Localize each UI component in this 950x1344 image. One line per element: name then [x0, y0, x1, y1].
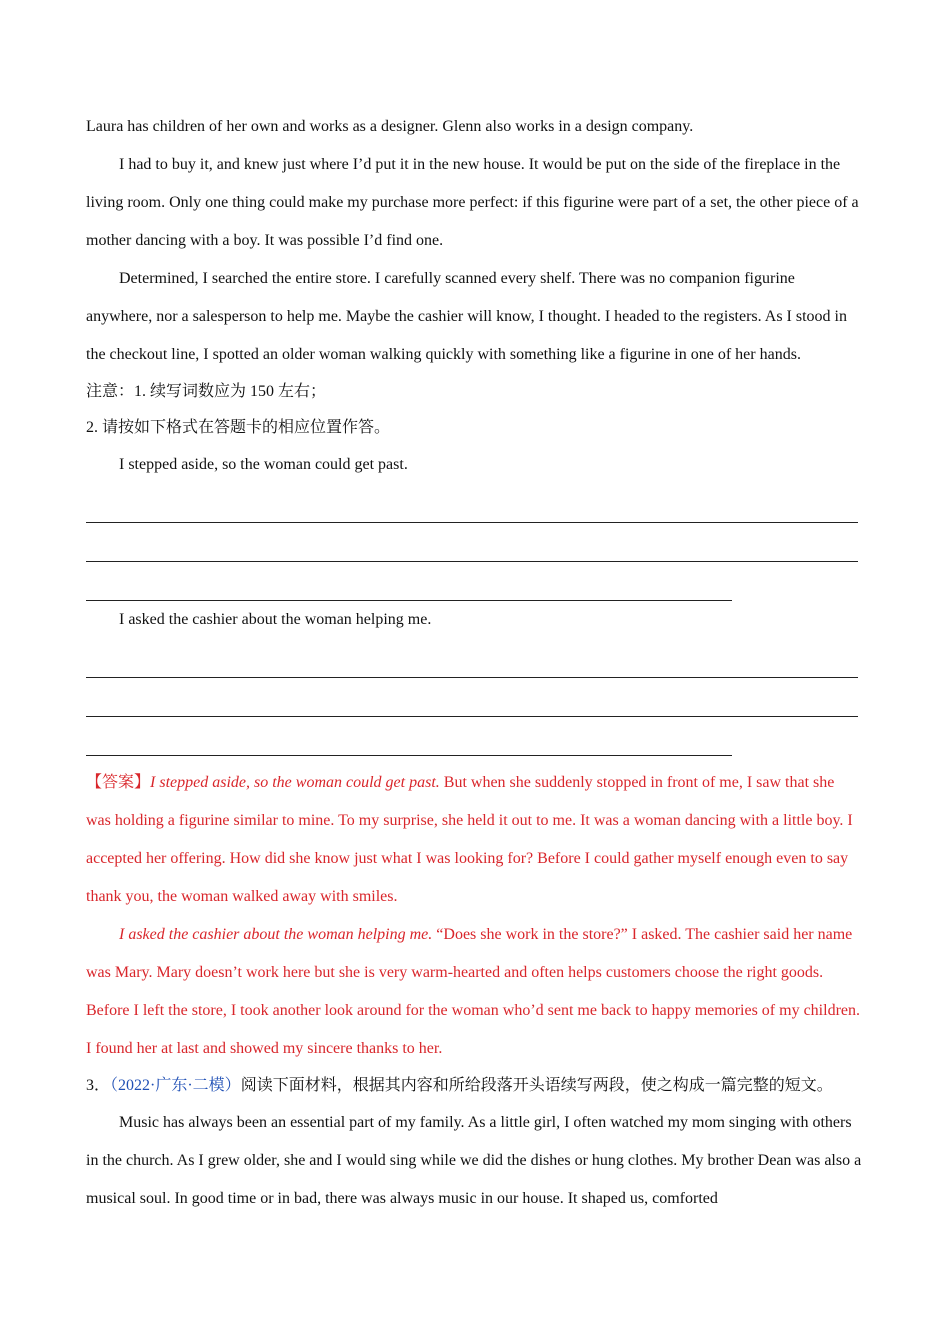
answer-opening-2: I asked the cashier about the woman helping me. [119, 926, 433, 943]
question-instruction: 阅读下面材料，根据其内容和所给段落开头语续写两段，使之构成一篇完整的短文。 [240, 1077, 833, 1094]
answer-opening-1: I stepped aside, so the woman could get past. [150, 774, 440, 791]
question-3-header [86, 1068, 862, 1104]
prompt-paragraph-1: I stepped aside, so the woman could get past. [119, 456, 408, 473]
note-format: 2. 请按如下格式在答题卡的相应位置作答。 [86, 419, 391, 436]
note-word-count: 注意：1. 续写词数应为 150 左右； [86, 383, 327, 400]
prompt-paragraph-2: I asked the cashier about the woman helping me. [119, 611, 432, 628]
question-source: （2022·广东·二模） [110, 1077, 241, 1094]
answer-line [86, 484, 858, 523]
intro-line: Laura has children of her own and works as a designer. Glenn also works in a design company. [86, 118, 694, 135]
answer-label: 【答案】 [86, 774, 151, 791]
answer-line [86, 523, 858, 562]
answer-line [86, 717, 732, 756]
document-page [86, 108, 862, 1218]
answer-line [86, 678, 858, 717]
paragraph-search: Determined, I searched the entire store. I carefully scanned every shelf. There was no companion figurine anywhere, nor a salesperson to help me. Maybe the cashier will know, I thought. I headed to the registers. As I stood in the checkout line, I spotted an older woman walking quickly with something like a figurine in one of her hands. [86, 270, 847, 363]
question-number: 3． [86, 1077, 111, 1094]
answer-body-1: But when she suddenly stopped in front of me, I saw that she was holding a figurine similar to mine. To my surprise, she held it out to me. It was a woman dancing with a little boy. I accepted her offering. How did she know just what I was looking for? Before I could gather myself enough even to say thank you, the woman walked away with smiles. [86, 774, 853, 905]
answer-paragraph-1 [86, 764, 862, 916]
paragraph-music: Music has always been an essential part of my family. As a little girl, I often watched my mom singing with others in the church. As I grew older, she and I would sing while we did the dishes or hung clothes. My brother Dean was also a musical soul. In good time or in bad, there was always music in our house. It shaped us, comforted [86, 1114, 862, 1207]
answer-body-2: “Does she work in the store?” I asked. The cashier said her name was Mary. Mary doesn’t work here but she is very warm-hearted and often helps customers choose the right goods. Before I left the store, I took another look around for the woman who’d sent me back to happy memories of my children. I found her at last and showed my sincere thanks to her. [86, 926, 860, 1057]
answer-paragraph-2 [86, 916, 862, 1068]
answer-line [86, 562, 732, 601]
paragraph-purchase: I had to buy it, and knew just where I’d put it in the new house. It would be put on the side of the fireplace in the living room. Only one thing could make my purchase more perfect: if this figurine were part of a set, the other piece of a mother dancing with a boy. It was possible I’d find one. [86, 156, 859, 249]
answer-line [86, 639, 858, 678]
